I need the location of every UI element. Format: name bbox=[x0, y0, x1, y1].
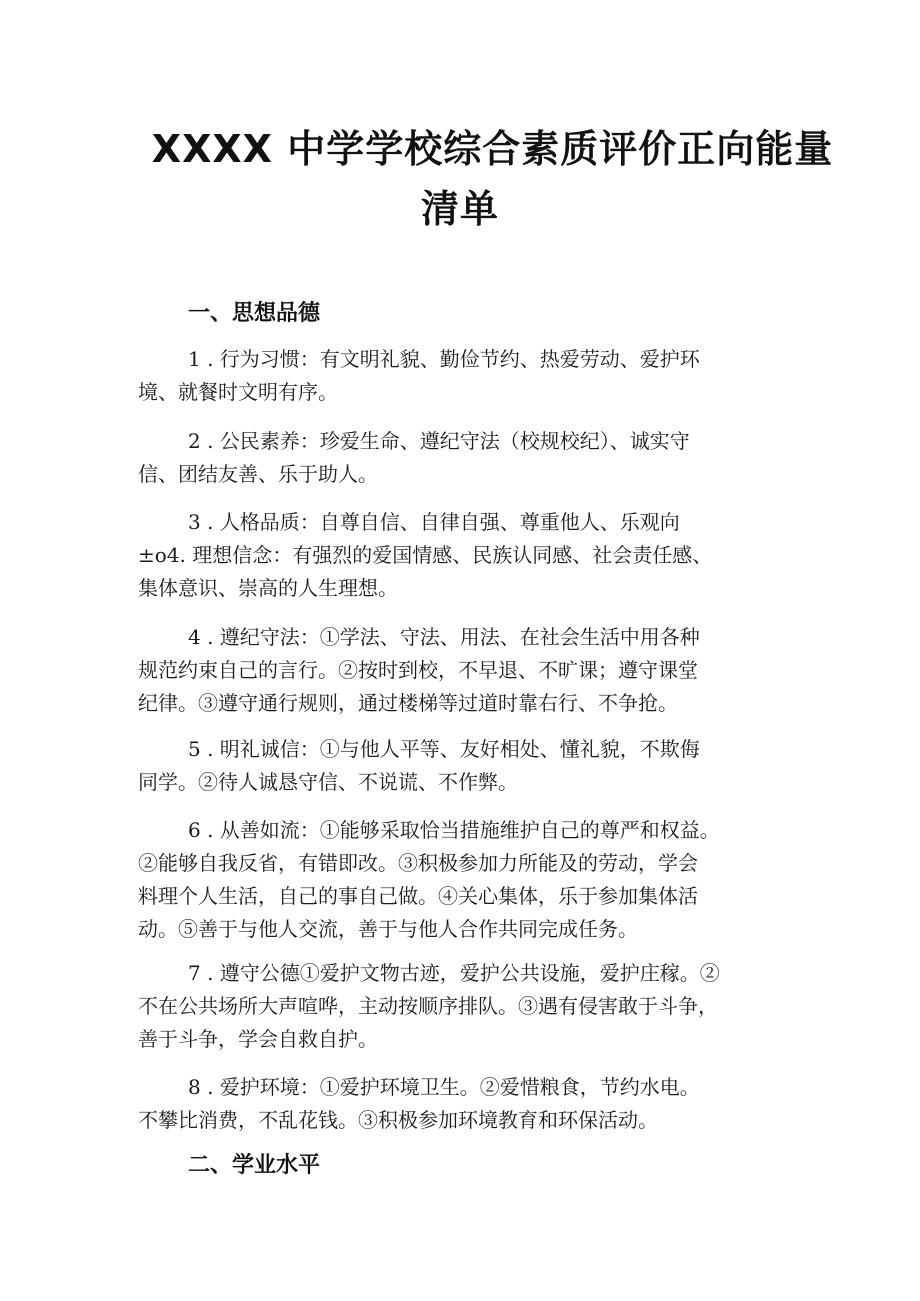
paragraph-line: 境、就餐时文明有序。 bbox=[138, 380, 338, 404]
paragraph-line: 3 . 人格品质：自尊自信、自律自强、尊重他人、乐观向 bbox=[188, 510, 680, 534]
paragraph-line: ±o4. 理想信念：有强烈的爱国情感、民族认同感、社会责任感、 bbox=[138, 543, 713, 567]
paragraph-line: 6 . 从善如流：①能够采取恰当措施维护自己的尊严和权益。 bbox=[188, 818, 720, 842]
paragraph-line: 动。⑤善于与他人交流，善于与他人合作共同完成任务。 bbox=[138, 917, 638, 941]
paragraph-5 bbox=[138, 733, 798, 799]
paragraph-1 bbox=[138, 343, 798, 409]
paragraph-line: 5 . 明礼诚信：①与他人平等、友好相处、懂礼貌，不欺侮 bbox=[188, 737, 700, 761]
paragraph-line: 不在公共场所大声喧哗，主动按顺序排队。③遇有侵害敢于斗争， bbox=[138, 994, 718, 1018]
paragraph-6 bbox=[138, 814, 798, 946]
paragraph-line: 规范约束自己的言行。②按时到校，不早退、不旷课；遵守课堂 bbox=[138, 658, 698, 682]
section-heading-academic: 二、学业水平 bbox=[188, 1153, 321, 1178]
paragraph-7 bbox=[138, 957, 798, 1056]
paragraph-line: 4 . 遵纪守法：①学法、守法、用法、在社会生活中用各种 bbox=[188, 625, 700, 649]
paragraph-3 bbox=[138, 506, 798, 605]
document-title-line-2: 清单 bbox=[420, 187, 499, 231]
paragraph-line: 料理个人生活，自己的事自己做。④关心集体，乐于参加集体活 bbox=[138, 884, 698, 908]
paragraph-line: 不攀比消费，不乱花钱。③积极参加环境教育和环保活动。 bbox=[138, 1108, 658, 1132]
paragraph-line: 2 . 公民素养：珍爱生命、遵纪守法（校规校纪）、诚实守 bbox=[188, 429, 690, 453]
paragraph-4 bbox=[138, 621, 798, 720]
paragraph-line: 1 . 行为习惯：有文明礼貌、勤俭节约、热爱劳动、爱护环 bbox=[188, 347, 700, 371]
paragraph-line: 集体意识、崇高的人生理想。 bbox=[138, 576, 398, 600]
document-title-line-1: XXXX 中学学校综合素质评价正向能量 bbox=[151, 127, 834, 171]
paragraph-line: ②能够自我反省，有错即改。③积极参加力所能及的劳动，学会 bbox=[138, 851, 698, 875]
paragraph-line: 纪律。③遵守通行规则，通过楼梯等过道时靠右行、不争抢。 bbox=[138, 691, 678, 715]
paragraph-line: 8 . 爱护环境：①爱护环境卫生。②爱惜粮食，节约水电。 bbox=[188, 1075, 700, 1099]
paragraph-2 bbox=[138, 425, 798, 491]
paragraph-line: 善于斗争，学会自救自护。 bbox=[138, 1027, 378, 1051]
paragraph-line: 7 . 遵守公德①爱护文物古迹，爱护公共设施，爱护庄稼。② bbox=[188, 961, 720, 985]
paragraph-8 bbox=[138, 1071, 798, 1137]
paragraph-line: 同学。②待人诚恳守信、不说谎、不作弊。 bbox=[138, 770, 518, 794]
paragraph-line: 信、团结友善、乐于助人。 bbox=[138, 462, 378, 486]
section-heading-moral: 一、思想品德 bbox=[188, 301, 321, 326]
